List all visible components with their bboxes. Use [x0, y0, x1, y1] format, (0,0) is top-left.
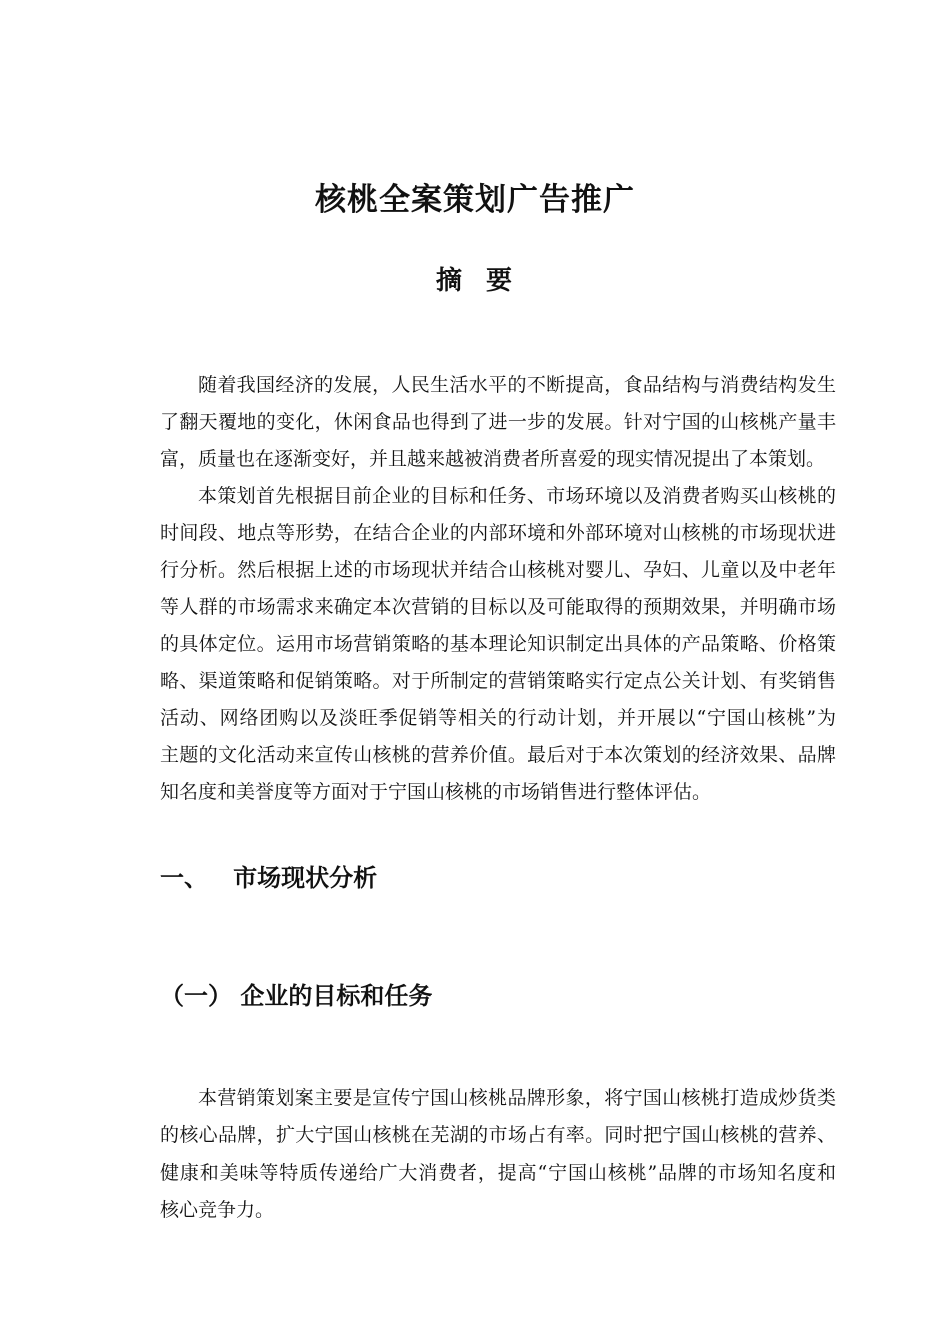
text-line: 了翻天覆地的变化，休闲食品也得到了进一步的发展。针对宁国的山核桃产量丰 [160, 411, 836, 433]
text-line: 等人群的市场需求来确定本次营销的目标以及可能取得的预期效果，并明确市场 [160, 596, 836, 618]
text-line: 本策划首先根据目前企业的目标和任务、市场环境以及消费者购买山核桃的 [198, 485, 836, 507]
text-line: 的具体定位。运用市场营销策略的基本理论知识制定出具体的产品策略、价格策 [160, 633, 836, 655]
text-line: 富，质量也在逐渐变好，并且越来越被消费者所喜爱的现实情况提出了本策划。 [160, 448, 826, 470]
text-line: 知名度和美誉度等方面对于宁国山核桃的市场销售进行整体评估。 [160, 781, 712, 803]
text-line: 的核心品牌，扩大宁国山核桃在芜湖的市场占有率。同时把宁国山核桃的营养、 [160, 1124, 836, 1146]
abstract-heading: 摘 要 [435, 266, 515, 296]
text-line: 核心竞争力。 [160, 1199, 275, 1221]
section-heading: 一、 市场现状分析 [160, 863, 378, 892]
document-title: 核桃全案策划广告推广 [315, 182, 635, 218]
text-line: 随着我国经济的发展，人民生活水平的不断提高，食品结构与消费结构发生 [198, 374, 836, 396]
text-line: 行分析。然后根据上述的市场现状并结合山核桃对婴儿、孕妇、儿童以及中老年 [160, 559, 836, 581]
text-line: 略、渠道策略和促销策略。对于所制定的营销策略实行定点公关计划、有奖销售 [160, 670, 836, 692]
text-line: 健康和美味等特质传递给广大消费者，提高“宁国山核桃”品牌的市场知名度和 [160, 1162, 836, 1184]
text-line: 时间段、地点等形势，在结合企业的内部环境和外部环境对山核桃的市场现状进 [160, 522, 836, 544]
text-line: 活动、网络团购以及淡旺季促销等相关的行动计划，并开展以“宁国山核桃”为 [160, 707, 836, 729]
text-line: 主题的文化活动来宣传山核桃的营养价值。最后对于本次策划的经济效果、品牌 [160, 744, 836, 766]
subsection-heading: （一） 企业的目标和任务 [160, 981, 433, 1010]
text-line: 本营销策划案主要是宣传宁国山核桃品牌形象，将宁国山核桃打造成炒货类 [198, 1087, 836, 1109]
